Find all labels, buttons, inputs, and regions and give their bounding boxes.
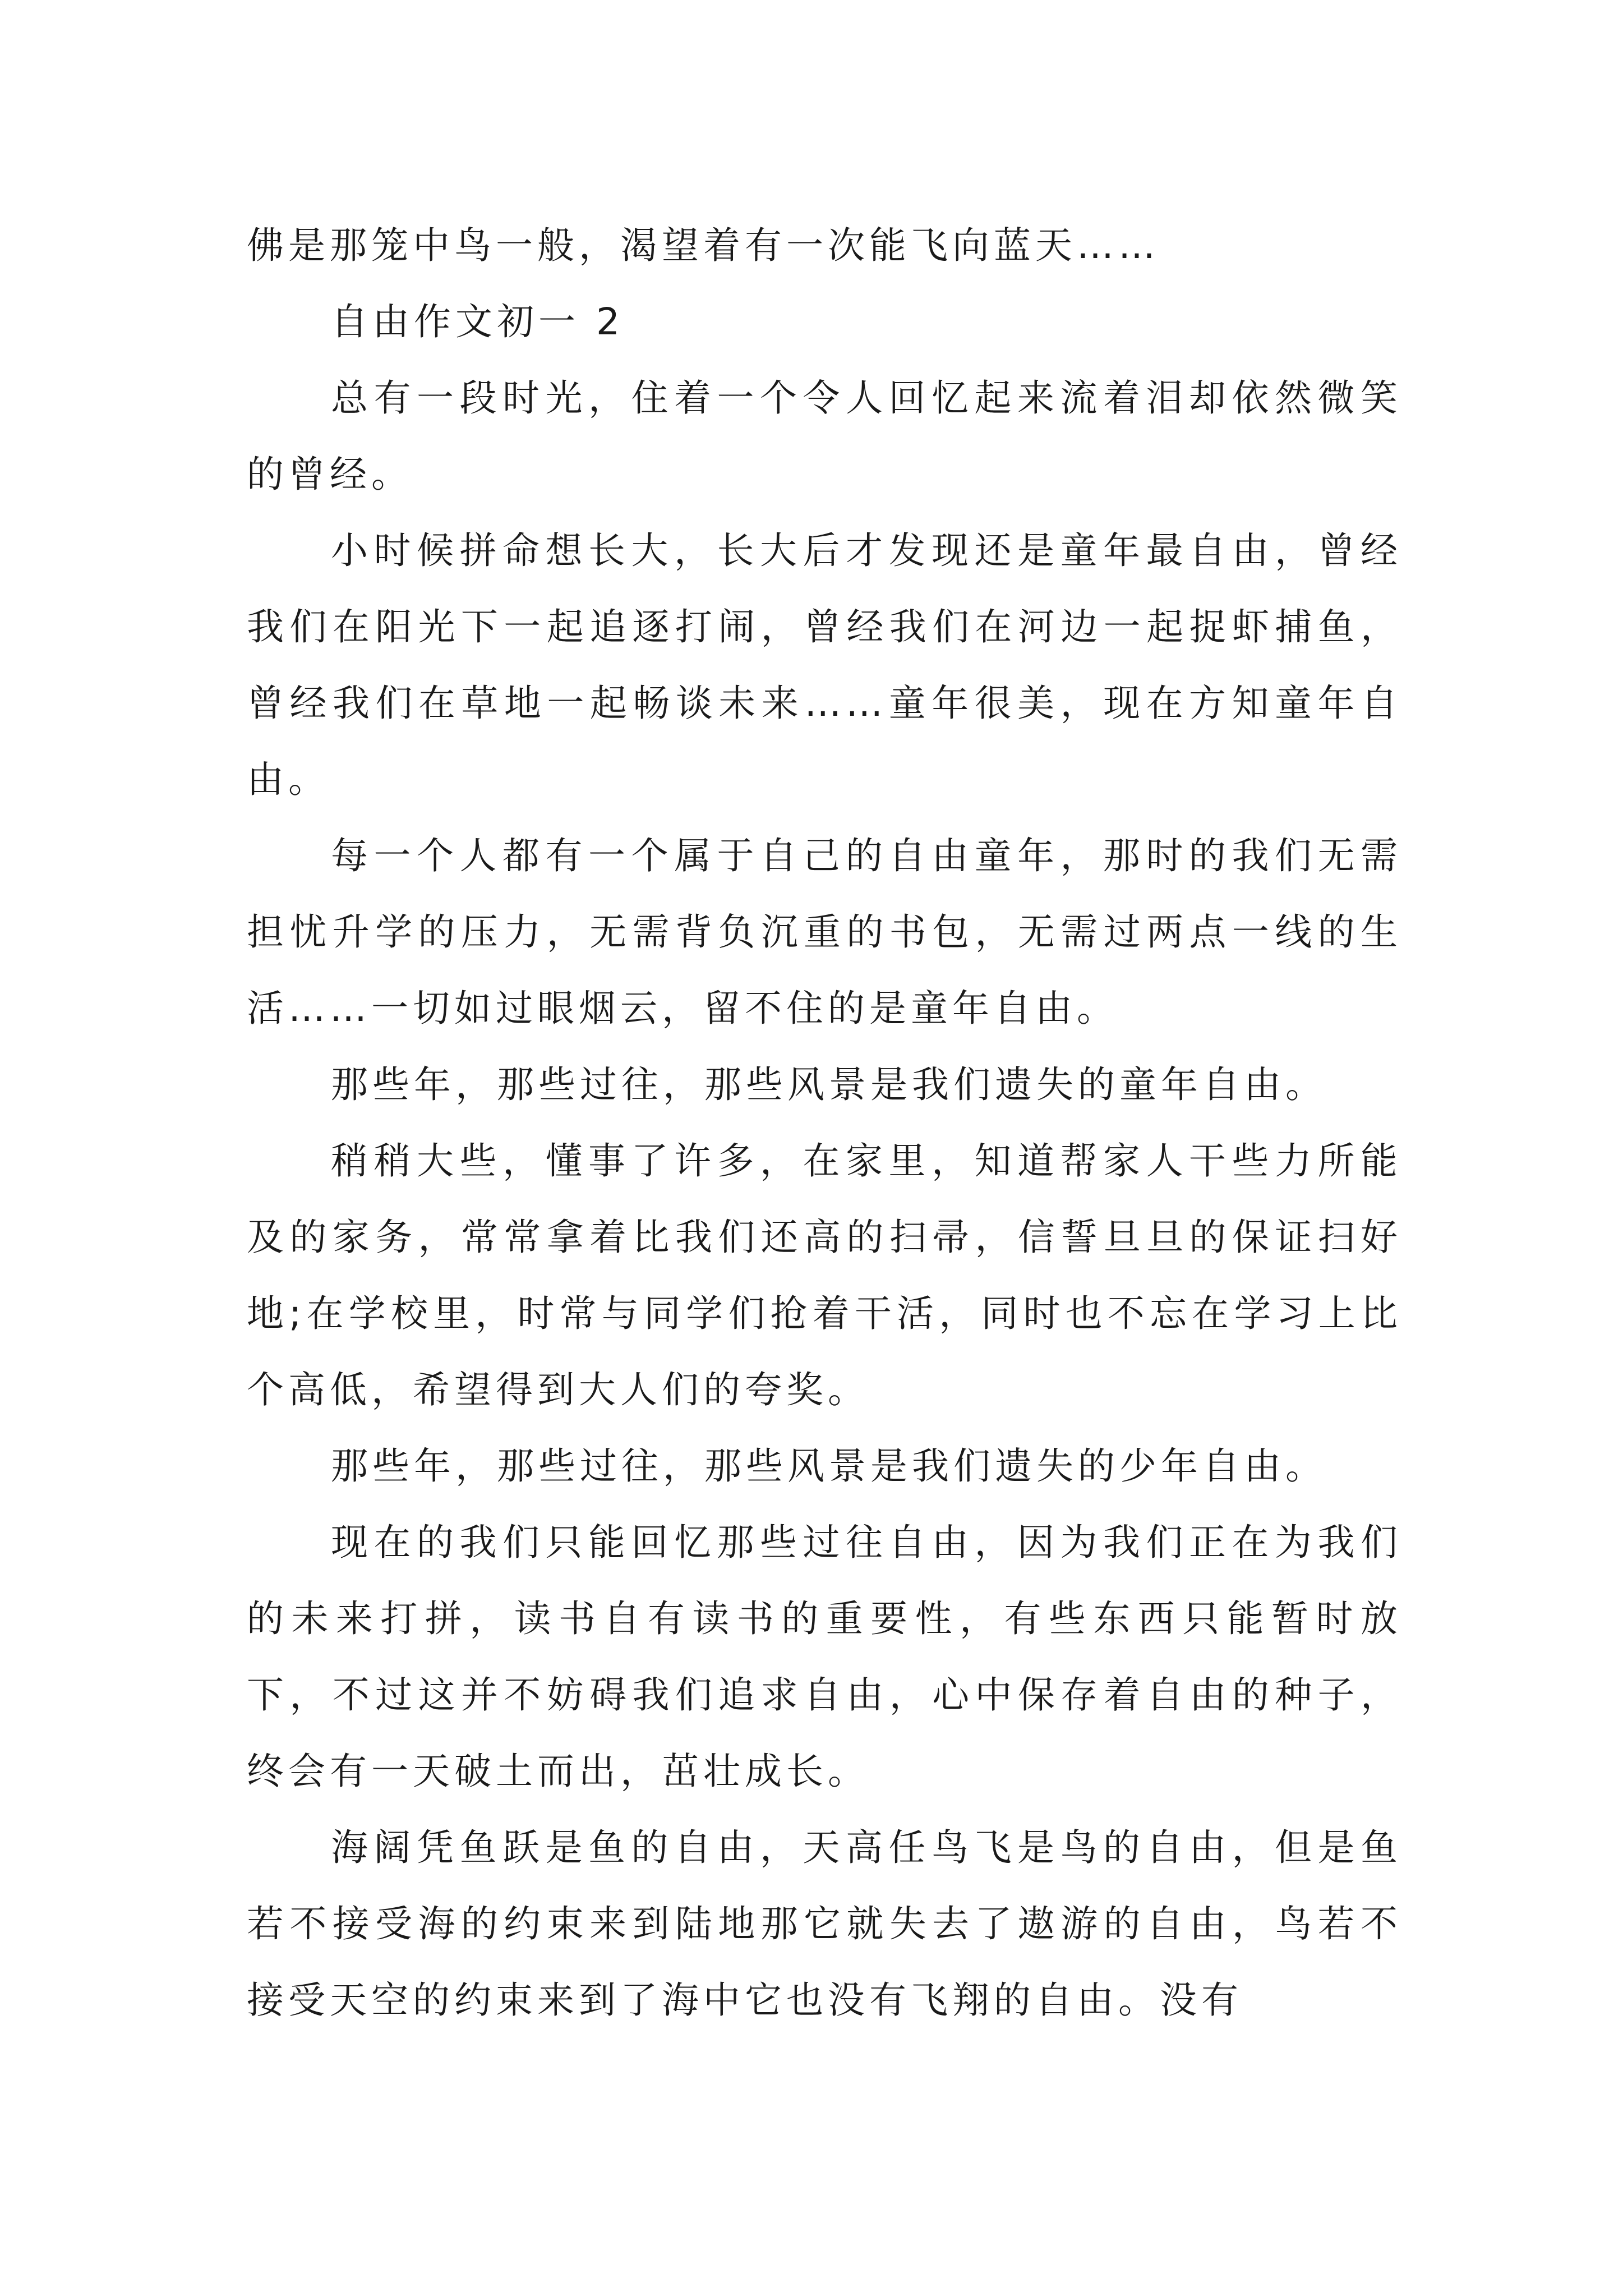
paragraph: 那些年，那些过往，那些风景是我们遗失的少年自由。 xyxy=(331,1444,1327,1488)
paragraph: 海阔凭鱼跃是鱼的自由，天高任鸟飞是鸟的自由，但是鱼若不接受海的约束来到陆地那它就失去了遨游的自由，鸟若不接受天空的约束来到了海中它也没有飞翔的自由。没有 xyxy=(247,1826,1402,2022)
paragraph: 稍稍大些，懂事了许多，在家里，知道帮家人干些力所能及的家务，常常拿着比我们还高的扫帚，信誓旦旦的保证扫好地;在学校里，时常与同学们抢着干活，同时也不忘在学习上比个高低，希望得到大人们的夸奖。 xyxy=(247,1139,1402,1411)
paragraph: 那些年，那些过往，那些风景是我们遗失的童年自由。 xyxy=(331,1063,1327,1106)
section-heading: 自由作文初一 2 xyxy=(331,300,624,343)
paragraph: 总有一段时光，住着一个令人回忆起来流着泪却依然微笑的曾经。 xyxy=(247,376,1402,496)
paragraph-continuation: 佛是那笼中鸟一般，渴望着有一次能飞向蓝天…… xyxy=(247,224,1160,267)
paragraph: 小时候拼命想长大，长大后才发现还是童年最自由，曾经我们在阳光下一起追逐打闹，曾经我们在河边一起捉虾捕鱼，曾经我们在草地一起畅谈未来……童年很美，现在方知童年自由。 xyxy=(247,529,1402,801)
paragraph: 每一个人都有一个属于自己的自由童年，那时的我们无需担忧升学的压力，无需背负沉重的书包，无需过两点一线的生活……一切如过眼烟云，留不住的是童年自由。 xyxy=(247,834,1402,1030)
document-body xyxy=(247,208,1402,2039)
paragraph: 现在的我们只能回忆那些过往自由，因为我们正在为我们的未来打拼，读书自有读书的重要性，有些东西只能暂时放下，不过这并不妨碍我们追求自由，心中保存着自由的种子，终会有一天破土而出，茁壮成长。 xyxy=(247,1521,1402,1793)
